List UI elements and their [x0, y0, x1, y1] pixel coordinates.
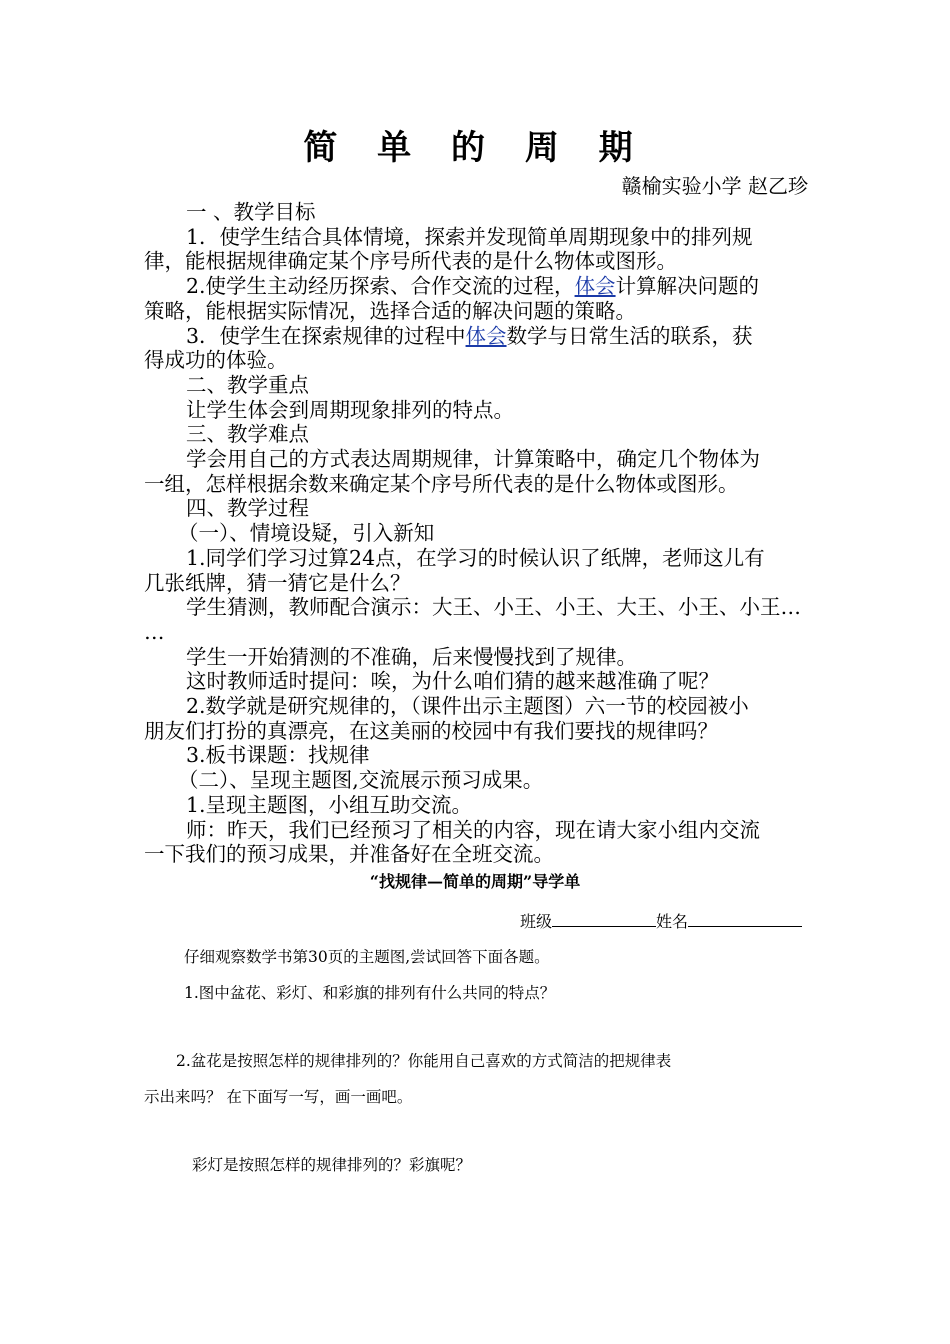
class-name-row [520, 908, 802, 934]
subsection-heading: （二）、呈现主题图,交流展示预习成果。 [178, 768, 544, 793]
class-blank [552, 908, 656, 927]
text-run: 2.使学生主动经历探索、合作交流的过程， [186, 274, 575, 299]
subsection-heading: （一）、情境设疑，引入新知 [178, 521, 435, 546]
question-2: 2.盆花是按照怎样的规律排列的？你能用自己喜欢的方式简洁的把规律表 [176, 1052, 672, 1070]
paragraph-line: 2.数学就是研究规律的，（课件出示主题图）六一节的校园被小 [186, 694, 749, 719]
paragraph-line [144, 274, 809, 299]
paragraph-line: 朋友们打扮的真漂亮，在这美丽的校园中有我们要找的规律吗？ [144, 718, 718, 743]
name-blank [688, 908, 802, 927]
paragraph-line: 1.呈现主题图，小组互助交流。 [186, 792, 473, 817]
worksheet-intro: 仔细观察数学书第30页的主题图,尝试回答下面各题。 [184, 948, 550, 966]
paragraph-line: 学生一开始猜测的不准确，后来慢慢找到了规律。 [186, 644, 637, 669]
hyperlink[interactable]: 体会 [465, 323, 507, 348]
paragraph-line: 1．使学生结合具体情境，探索并发现简单周期现象中的排列规 [186, 224, 753, 249]
hyperlink[interactable]: 体会 [574, 274, 616, 299]
paragraph-line: 策略，能根据实际情况，选择合适的解决问题的策略。 [144, 298, 636, 323]
paragraph-line: 学生猜测，教师配合演示：大王、小王、小王、大王、小王、小王… [186, 595, 801, 620]
paragraph-line: … [144, 619, 165, 644]
paragraph-line: 3.板书课题：找规律 [186, 743, 370, 768]
text-run: 数学与日常生活的联系，获 [506, 323, 753, 348]
text-run: 计算解决问题的 [615, 274, 760, 299]
paragraph-line: 学会用自己的方式表达周期规律，计算策略中，确定几个物体为 [186, 447, 760, 472]
paragraph-line: 师：昨天，我们已经预习了相关的内容，现在请大家小组内交流 [186, 817, 760, 842]
lesson-body [144, 200, 809, 867]
name-label: 姓名 [656, 912, 689, 931]
section-heading: 一 、教学目标 [186, 200, 316, 224]
worksheet-title: “找规律—简单的周期”导学单 [369, 872, 581, 891]
paragraph-line: 律，能根据规律确定某个序号所代表的是什么物体或图形。 [144, 249, 677, 274]
paragraph-line: 一下我们的预习成果，并准备好在全班交流。 [144, 842, 554, 867]
paragraph-line: 一组，怎样根据余数来确定某个序号所代表的是什么物体或图形。 [144, 471, 739, 496]
question-3: 彩灯是按照怎样的规律排列的？彩旗呢？ [192, 1156, 472, 1174]
paragraph-line: 得成功的体验。 [144, 348, 288, 373]
question-2-continued: 示出来吗？ 在下面写一写，画一画吧。 [144, 1088, 413, 1106]
paragraph-line: 这时教师适时提问：唉，为什么咱们猜的越来越准确了呢？ [186, 669, 719, 694]
question-1: 1.图中盆花、彩灯、和彩旗的排列有什么共同的特点？ [184, 984, 556, 1002]
paragraph-line [144, 324, 809, 349]
text-run: 3．使学生在探索规律的过程中 [186, 323, 466, 348]
document-title: 简 单 的 周 期 [303, 128, 647, 168]
class-label: 班级 [520, 912, 553, 931]
paragraph-line: 几张纸牌，猜一猜它是什么？ [144, 570, 411, 595]
section-heading: 三、教学难点 [186, 422, 309, 447]
section-heading: 二、教学重点 [186, 372, 309, 397]
author-line: 赣榆实验小学 赵乙珍 [621, 174, 808, 198]
section-heading: 四、教学过程 [186, 496, 309, 521]
paragraph-line: 1.同学们学习过算24点，在学习的时候认识了纸牌，老师这儿有 [186, 545, 765, 570]
paragraph-line: 让学生体会到周期现象排列的特点。 [186, 397, 514, 422]
